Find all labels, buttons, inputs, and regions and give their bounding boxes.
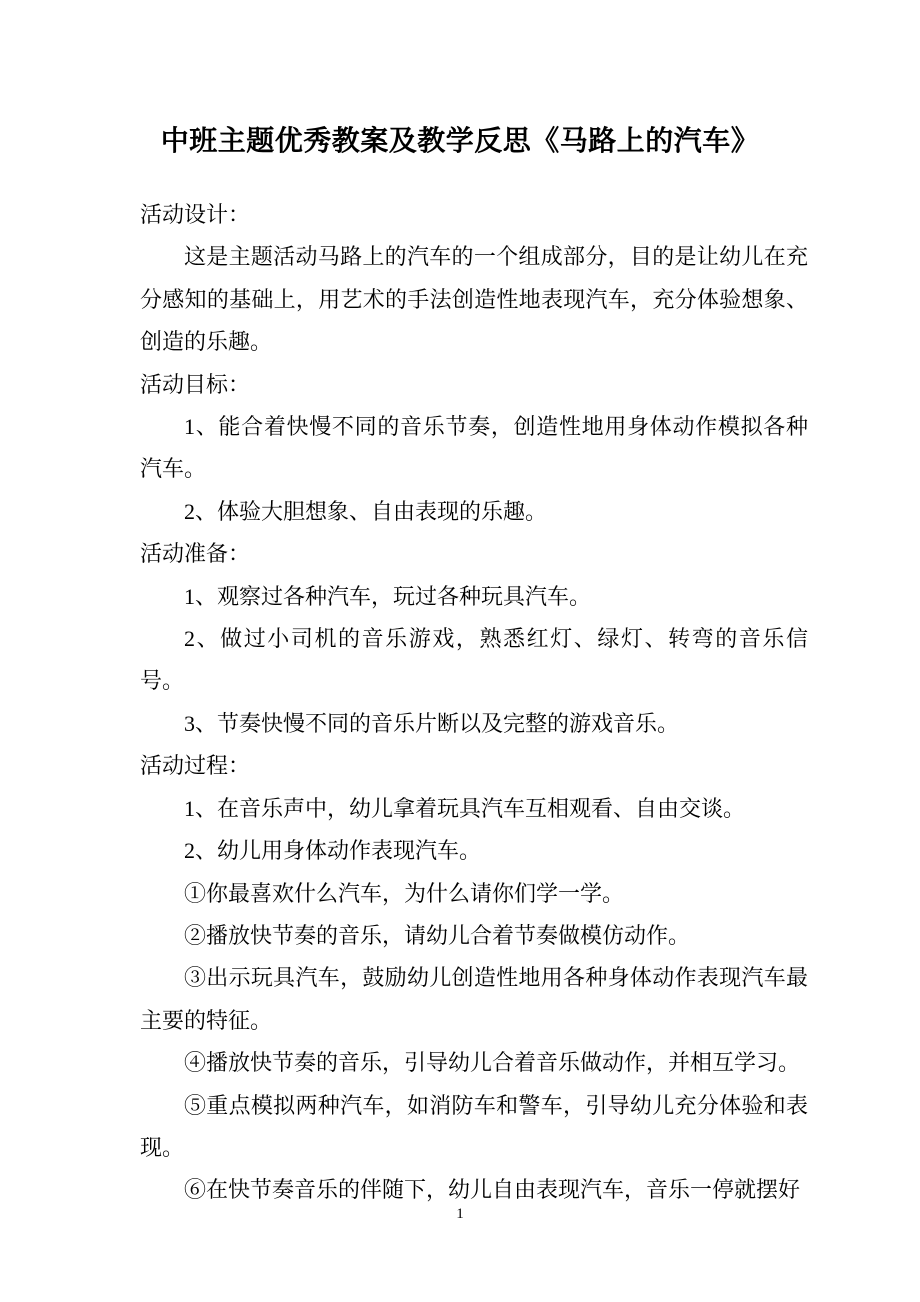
- section-heading: 活动目标：: [140, 371, 251, 397]
- paragraph: ③出示玩具汽车，鼓励幼儿创造性地用各种身体动作表现汽车最主要的特征。: [140, 965, 808, 1033]
- paragraph: ⑤重点模拟两种汽车，如消防车和警车，引导幼儿充分体验和表现。: [140, 1092, 808, 1160]
- section-heading: 活动准备：: [140, 541, 251, 567]
- section-heading: 活动过程：: [140, 753, 251, 779]
- section-heading: 活动设计：: [140, 202, 251, 227]
- paragraph: ②播放快节奏的音乐，请幼儿合着节奏做模仿动作。: [184, 922, 691, 948]
- paragraph: 1、能合着快慢不同的音乐节奏，创造性地用身体动作模拟各种汽车。: [140, 414, 808, 482]
- paragraph: 2、幼儿用身体动作表现汽车。: [184, 838, 482, 864]
- paragraph: 1、在音乐声中，幼儿拿着玩具汽车互相观看、自由交谈。: [184, 795, 746, 821]
- paragraph: 2、做过小司机的音乐游戏，熟悉红灯、绿灯、转弯的音乐信号。: [140, 626, 808, 694]
- page-number: 1: [456, 1206, 464, 1222]
- paragraph: ④播放快节奏的音乐，引导幼儿合着音乐做动作，并相互学习。: [184, 1050, 801, 1076]
- paragraphs: [140, 194, 808, 1212]
- paragraph: ⑥在快节奏音乐的伴随下，幼儿自由表现汽车，音乐一停就摆好: [184, 1177, 801, 1203]
- paragraph: 3、节奏快慢不同的音乐片断以及完整的游戏音乐。: [184, 710, 680, 736]
- paragraph: 1、观察过各种汽车，玩过各种玩具汽车。: [184, 583, 592, 609]
- paragraph: 2、体验大胆想象、自由表现的乐趣。: [184, 498, 548, 524]
- paragraph: ①你最喜欢什么汽车，为什么请你们学一学。: [184, 880, 625, 906]
- paragraph: 这是主题活动马路上的汽车的一个组成部分，目的是让幼儿在充分感知的基础上，用艺术的手法创造性地表现汽车，充分体验想象、创造的乐趣。: [140, 244, 808, 355]
- document-title: 中班主题优秀教案及教学反思《马路上的汽车》: [160, 125, 760, 157]
